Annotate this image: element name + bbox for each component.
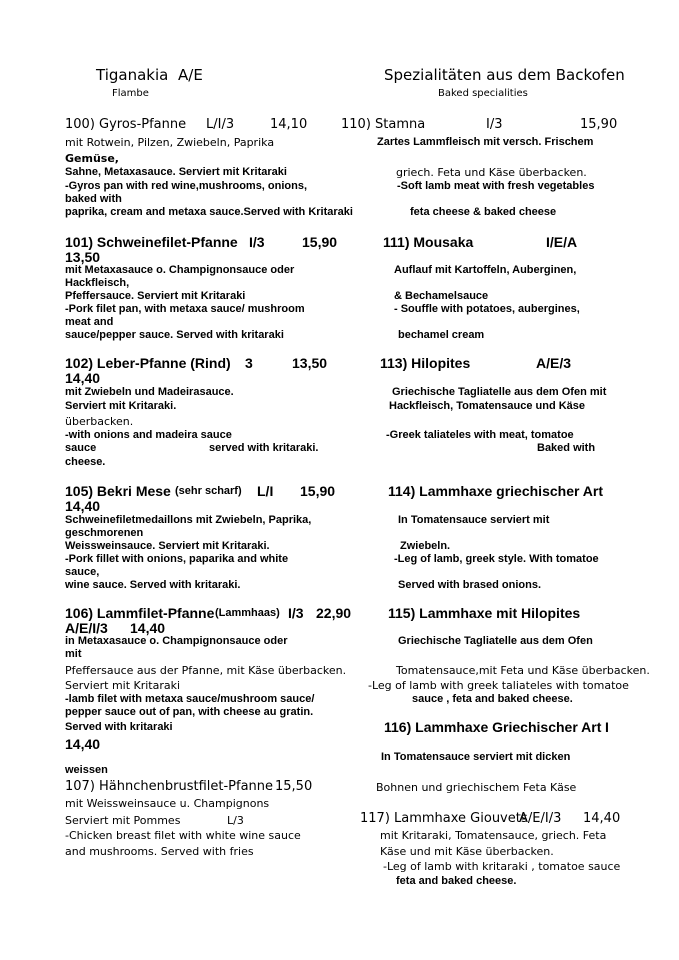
item-106-line: Pfeffersauce aus der Pfanne, mit Käse überbacken.: [65, 664, 347, 677]
section-right-title: Spezialitäten aus dem Backofen: [384, 66, 625, 84]
section-right-subtitle: Baked specialities: [438, 88, 528, 99]
item-102-line: überbacken.: [65, 415, 134, 428]
item-117-allergens: A/E/I/3: [519, 811, 562, 826]
item-106-allergens2: A/E/I/3: [65, 620, 108, 636]
item-106-price2: 14,40: [130, 620, 166, 636]
item-113-line: -Greek taliateles with meat, tomatoe: [386, 429, 574, 441]
item-101-price2: 13,50: [65, 249, 101, 265]
item-106-line: 14,40: [65, 736, 101, 752]
item-107-line: Serviert mit Pommes: [65, 814, 181, 827]
item-106-line: in Metaxasauce o. Champignonsauce oder: [65, 635, 288, 647]
item-106-line: Serviert mit Kritaraki: [65, 679, 181, 692]
item-117-line: Käse und mit Käse überbacken.: [380, 845, 554, 858]
item-111-line: - Souffle with potatoes, aubergines,: [394, 303, 580, 315]
item-111-line: Auflauf mit Kartoffeln, Auberginen,: [394, 264, 577, 276]
item-106-note: (Lammhaas): [215, 607, 280, 619]
item-105-line: -Pork fillet with onions, paparika and white: [65, 553, 289, 565]
item-105-price2: 14,40: [65, 498, 101, 514]
item-107-price: 15,50: [275, 779, 313, 794]
item-100-price: 14,10: [270, 117, 308, 132]
item-101-price: 15,90: [302, 234, 338, 250]
item-105-line: Schweinefiletmedaillons mit Zwiebeln, Paprika,: [65, 514, 312, 526]
item-113-line-text: Hackfleisch, Tomatensauce und Käse: [389, 400, 586, 412]
item-100-line: Gemüse,: [65, 152, 119, 165]
item-117-name: 117) Lammhaxe Giouvets: [360, 811, 528, 826]
item-106-price: 22,90: [316, 605, 352, 621]
item-101-line: Pfeffersauce. Serviert mit Kritaraki: [65, 290, 246, 302]
item-102-price: 13,50: [292, 355, 328, 371]
item-105-line: Weisswеinsauce. Serviert mit Kritaraki.: [65, 540, 270, 552]
item-107-line: and mushrooms. Served with fries: [65, 845, 254, 858]
item-100-name: 100) Gyros-Pfanne: [65, 117, 187, 132]
item-117-line: mit Kritaraki, Tomatensauce, griech. Feta: [380, 829, 607, 842]
item-113-line: Baked with: [537, 442, 596, 454]
item-105-name: 105) Bekri Mese: [65, 483, 171, 499]
item-106-allergens: I/3: [288, 605, 304, 621]
item-100-line: baked with: [65, 193, 122, 205]
item-102-line: sauce: [65, 442, 97, 454]
item-111-name: 111) Mousaka: [383, 234, 474, 250]
item-102-line: served with kritaraki.: [209, 442, 319, 454]
item-105-price: 15,90: [300, 483, 336, 499]
item-111-allergens: I/E/A: [546, 234, 578, 250]
item-113-line: Griechische Tagliatelle aus dem Ofen mit: [392, 386, 607, 398]
item-111-line: bechamel cream: [398, 329, 485, 341]
item-102-line: Serviert mit Kritaraki.: [65, 400, 177, 412]
item-105-line: geschmorenen: [65, 527, 144, 539]
item-101-line: sauce/pepper sauce. Served with kritaraki: [65, 329, 284, 341]
item-117-line: feta and baked cheese.: [396, 875, 517, 887]
item-105-allergens: L/I: [257, 483, 274, 499]
item-110-line: griech. Feta und Käse überbacken.: [396, 166, 587, 179]
item-102-line: mit Zwiebeln und Madeirasauce.: [65, 386, 234, 398]
section-left-code: A/E: [178, 66, 203, 84]
item-102-line: cheese.: [65, 456, 106, 468]
item-101-line: -Pork filet pan, with metaxa sauce/ mushroom: [65, 303, 305, 315]
item-106-line: Served with kritaraki: [65, 721, 173, 733]
item-114-name: 114) Lammhaxe griechischer Art: [388, 483, 604, 499]
item-116-name: 116) Lammhaxe Griechischer Art: [384, 719, 602, 735]
item-115-line: sauce , feta and baked cheese.: [412, 693, 573, 705]
item-106-line: pepper sauce out of pan, with cheese au gratin.: [65, 706, 314, 718]
item-100-line: [65, 137, 274, 148]
item-107-line: mit Weissweinsauce u. Champignons: [65, 797, 270, 810]
item-107-name: 107) Hähnchenbrustfilet-Pfanne: [65, 779, 274, 794]
item-106-name: 106) Lammfilet-Pfanne: [65, 605, 215, 621]
item-113-line: [389, 401, 585, 412]
item-105-line: sauce,: [65, 566, 100, 578]
item-100-line: -Gyros pan with red wine,mushrooms, onions,: [65, 180, 308, 192]
item-110-line: Zartes Lammfleisch mit versch. Frischem: [377, 136, 594, 148]
item-106-line: -lamb filet with metaxa sauce/mushroom sauce/: [65, 693, 315, 705]
item-110-name: 110) Stamna: [341, 117, 426, 132]
item-101-line: mit Metaxasauce o. Champignonsauce oder: [65, 264, 295, 276]
item-114-line: Zwiebeln.: [400, 540, 451, 552]
item-102-price2: 14,40: [65, 370, 101, 386]
item-101-line: Hackfleisch,: [65, 277, 130, 289]
item-110-price: 15,90: [580, 117, 618, 132]
item-101-allergens: I/3: [249, 234, 265, 250]
item-101-name: 101) Schweinefilet-Pfanne: [65, 234, 238, 250]
item-110-allergens: I/3: [486, 117, 503, 132]
item-100-allergens: L/I/3: [206, 117, 235, 132]
item-100-line: paprika, cream and metaxa sauce.Served with Kritaraki: [65, 206, 353, 218]
item-105-line: wine sauce. Served with kritaraki.: [65, 579, 241, 591]
item-102-allergens: 3: [245, 355, 253, 371]
item-110-line: -Soft lamb meat with fresh vegetables: [397, 180, 595, 192]
item-113-allergens: A/E/3: [536, 355, 572, 371]
item-100-line-text: mit Rotwein, Pilzen, Zwiebeln, Paprika: [65, 136, 275, 149]
section-left-title: Tiganakia: [96, 66, 169, 84]
item-116-allergens: I: [605, 719, 609, 735]
item-114-line: -Leg of lamb, greek style. With tomatoe: [394, 553, 599, 565]
item-111-line: & Bechamelsauce: [394, 290, 489, 302]
item-115-line: Tomatensauce,mit Feta und Käse überbacken.: [396, 664, 650, 677]
item-107-allergens: L/3: [227, 814, 244, 827]
item-115-line: Griechische Tagliatelle aus dem Ofen: [398, 635, 593, 647]
item-116-line: Bohnen und griechischem Feta Käse: [376, 781, 577, 794]
item-100-line: Sahne, Metaxasauce. Serviert mit Kritaraki: [65, 166, 287, 178]
item-102-name: 102) Leber-Pfanne (Rind): [65, 355, 231, 371]
item-114-line: In Tomatensauce serviert mit: [398, 514, 550, 526]
section-left-subtitle: Flambe: [112, 88, 149, 99]
item-107-line: -Chicken breast filet with white wine sauce: [65, 829, 301, 842]
item-117-price: 14,40: [583, 811, 621, 826]
item-101-line: meat and: [65, 316, 114, 328]
item-116-line: In Tomatensauce serviert mit dicken: [381, 751, 571, 763]
item-117-line: -Leg of lamb with kritaraki , tomatoe sauce: [383, 860, 621, 873]
item-105-note: (sehr scharf): [175, 485, 242, 497]
item-102-line: -with onions and madeira sauce: [65, 429, 232, 441]
item-113-name: 113) Hilopites: [380, 355, 471, 371]
item-106-line: mit: [65, 648, 82, 660]
item-114-line: Served with brased onions.: [398, 579, 542, 591]
item-115-name: 115) Lammhaxe mit Hilopites: [388, 605, 581, 621]
item-106-line: weissen: [65, 764, 108, 776]
item-115-line: -Leg of lamb with greek taliateles with tomatoe: [368, 679, 629, 692]
item-110-line: feta cheese & baked cheese: [410, 206, 557, 218]
